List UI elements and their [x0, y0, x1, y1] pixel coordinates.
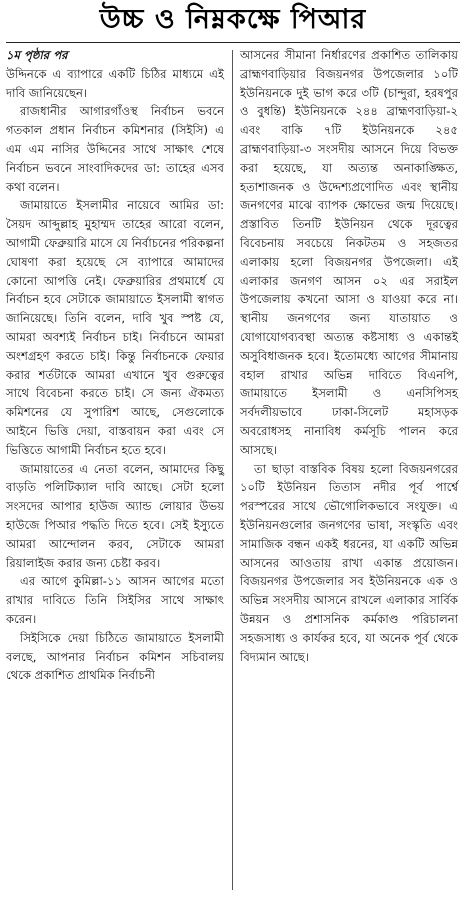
body-paragraph: জামায়াতের এ নেতা বলেন, আমাদের কিছু বাড়তি পলিটিক্যাল দাবি আছে। সেটা হলো সংসদের আপার হাউজ অ্যান্ড লোয়ার উভয় হাউজে পিআর পদ্ধতি দিতে হবে। সেই ইস্যুতে আমরা আন্দোলন করব, সেটাকে আমরা রিয়ালাইজ করার জন্য চেষ্টা করব।: [6, 461, 224, 570]
column-divider: [232, 50, 233, 890]
body-paragraph: সিইসিকে দেয়া চিঠিতে জামায়াতে ইসলামী বলছে, আপনার নির্বাচন কমিশন সচিবালয় থেকে প্রকাশিত প্রাথমিক নির্বাচনী: [6, 630, 224, 683]
left-column: [6, 46, 224, 685]
body-paragraph: এর আগে কুমিল্লা-১১ আসন আগের মতো রাখার দাবিতে তিনি সিইসির সাথে সাক্ষাৎ করেন।: [6, 574, 224, 626]
article-headline: উচ্চ ও নিম্নকক্ষে পিআর: [99, 3, 367, 35]
body-paragraph: রাজধানীর আগারগাঁওস্থ নির্বাচন ভবনে গতকাল প্রধান নির্বাচন কমিশনার (সিইসি) এ এম এম নাসির উদ্দিনের সাথে সাক্ষাৎ শেষে নির্বাচন ভবনে সাংবাদিকদের ডা: তাহের এসব কথা বলেন।: [6, 104, 224, 194]
body-paragraph: আসনের সীমানা নির্ধারণের প্রকাশিত তালিকায় ব্রাহ্মণবাড়িয়ার বিজয়নগর উপজেলার ১০টি ইউনিয়নকে দুই ভাগ করে ৩টি (চান্দুরা, হরষপুর ও বুধন্তি) ইউনিয়নকে ২৪৪ ব্রাহ্মণবাড়িয়া-২ এবং বাকি ৭টি ইউনিয়নকে ২৪৫ ব্রাহ্মণবাড়িয়া-৩ সংসদীয় আসনে দিয়ে বিভক্ত করা হয়েছে, যা অত্যন্ত অনাকাঙ্ক্ষিত, হতাশাজনক ও উদ্দেশ্যপ্রণোদিত এবং স্থানীয় জনগণের মাঝে ব্যাপক ক্ষোভের জন্ম দিয়েছে। প্রস্তাবিত তিনটি ইউনিয়ন থেকে দূরত্বের বিবেচনায় সবচেয়ে নিকটতম ও সহজতর এলাকায় হলো বিজয়নগর উপজেলা। এই এলাকার জনগণ আসন ০২ এর সরাইল উপজেলায় কখনো আসা ও যাওয়া করে না। স্থানীয় জনগণের জন্য যাতায়াত ও যোগাযোগব্যবস্থা অত্যন্ত কষ্টসাধ্য ও একান্তই অসুবিধাজনক হবে। ইতোমধ্যে আগের সীমানায় বহাল রাখার অভিন্ন দাবিতে বিএনপি, জামায়াতে ইসলামী ও এনসিপিসহ সর্বদলীয়ভাবে ঢাকা-সিলেট মহাসড়ক অবরোধসহ নানাবিধ কর্মসূচি পালন করে আসছে।: [240, 48, 458, 457]
body-paragraph: জামায়াতে ইসলামীর নায়েবে আমির ডা: সৈয়দ আব্দুল্লাহ মুহাম্মদ তাহের আরো বলেন, আগামী ফেব্রুয়ারি মাসে যে নির্বাচনের পরিকল্পনা ঘোষণা করা হয়েছে সে ব্যাপারে আমাদের কোনো আপত্তি নেই। ফেব্রুয়ারির প্রথমার্ধে যে নির্বাচন হবে সেটাকে জামায়াতে ইসলামী স্বাগত জানিয়েছে। তিনি বলেন, দাবি খুব স্পষ্ট যে, আমরা অবশ্যই নির্বাচন চাই। নির্বাচনে আমরা অংশগ্রহণ করতে চাই। কিন্তু নির্বাচনকে ফেয়ার করার শর্তটাকে আমরা এখানে খুব গুরুত্বের সাথে বিবেচনা করতে চাই। সে জন্য ঐকমত্য কমিশনের যে সুপারিশ আছে, সেগুলোকে আইনে ভিত্তি দেয়া, বাস্তবায়ন করা এবং সে ভিত্তিতে আগামী নির্বাচন হতে হবে।: [6, 198, 224, 457]
jump-label: ১ম পৃষ্ঠার পর: [6, 48, 68, 62]
headline-divider: [6, 42, 460, 43]
right-column: [240, 46, 458, 666]
body-paragraph: উদ্দিনকে এ ব্যাপারে একটি চিঠির মাধ্যমে এই দাবি জানিয়েছেন।: [6, 66, 224, 100]
body-paragraph: তা ছাড়া বাস্তবিক বিষয় হলো বিজয়নগরের ১০টি ইউনিয়ন তিতাস নদীর পূর্ব পার্শ্বে পরস্পরের সাথে ভৌগোলিকভাবে সংযুক্ত। এ ইউনিয়নগুলোর জনগণের ভাষা, সংস্কৃতি এবং সামাজিক বন্ধন একই ধরনের, যা একটি অভিন্ন আসনের আওতায় রাখা একান্ত প্রয়োজন। বিজয়নগর উপজেলার সব ইউনিয়নকে এক ও অভিন্ন সংসদীয় আসনে রাখলে এলাকার সার্বিক উন্নয়ন ও প্রশাসনিক কর্মকাণ্ড পরিচালনা সহজসাধ্য ও কার্যকর হবে, যা অনেক পূর্ব থেকে বিদ্যমান আছে।: [240, 461, 458, 664]
